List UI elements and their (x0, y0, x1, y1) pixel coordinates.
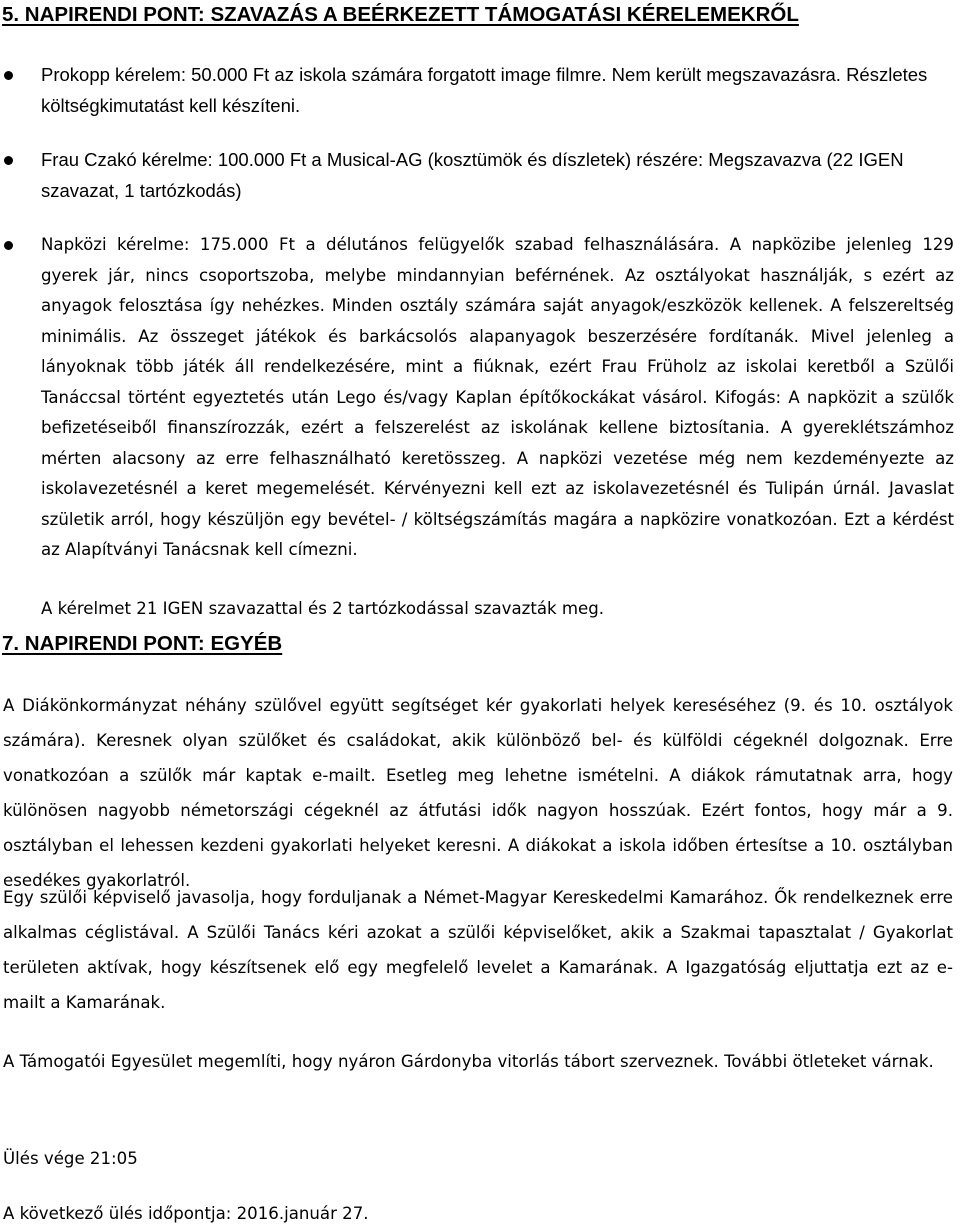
bullet-icon (4, 241, 13, 250)
paragraph-kamara: Egy szülői képviselő javasolja, hogy forduljanak a Német-Magyar Kereskedelmi Kamarához. Ők rendelkeznek erre alkalmas céglistával. A Szülői Tanács kéri azokat a szülői képviselőket, akik a Szakmai tapasztalat / Gyakorlat területen aktívak, hogy készítsenek elő egy megfelelő levelet a Kamarának. A Igazgatóság eljuttatja ezt az e-mailt a Kamarának. (3, 888, 953, 1012)
meeting-end: Ülés vége 21:05 (3, 1149, 138, 1168)
list-item-text: Frau Czakó kérelme: 100.000 Ft a Musical-AG (kosztümök és díszletek) részére: Megszavazva (22 IGEN szavazat, 1 tartózkodás) (41, 149, 904, 201)
paragraph-tamogatoi-egyesulet: A Támogatói Egyesület megemlíti, hogy nyáron Gárdonyba vitorlás tábort szerveznek. További ötleteket várnak. (3, 1052, 934, 1071)
list-item-text: Napközi kérelme: 175.000 Ft a délutános felügyelők szabad felhasználására. A napközibe jelenleg 129 gyerek jár, nincs csoportszoba, melybe mindannyian beférnének. Az osztályokat használják, s ezért az anyagok felosztása így nehézkes. Minden osztály számára saját anyagok/eszközök kellenek. A felszereltség minimális. Az összeget játékok és barkácsolós alapanyagok beszerzésére fordítanák. Mivel jelenleg a lányoknak több játék áll rendelkezésére, mint a fiúknak, ezért Frau Früholz az iskolai keretből a Szülői Tanáccsal történt egyeztetés után Lego és/vagy Kaplan építőkockákat vásárol. Kifogás: A napközit a szülők befizetéseiből finanszírozzák, ezért a felszerelést az iskolának kellene biztosítania. A gyereklétszámhoz mérten alacsony az erre felhasználható keretösszeg. A napközi vezetése még nem kezdeményezte az iskolavezetésnél a keret megemelését. Kérvényezni kell ezt az iskolavezetésnél és Tulipán úrnál. Javaslat születik arról, hogy készüljön egy bevétel- / költségszámítás magára a napközire vonatkozóan. Ezt a kérdést az Alapítványi Tanácsnak kell címezni. (41, 235, 954, 559)
list-item-text: Prokopp kérelem: 50.000 Ft az iskola számára forgatott image filmre. Nem került megszavazásra. Részletes költségkimutatást kell készíteni. (41, 64, 928, 116)
next-meeting: A következő ülés időpontja: 2016.január 27. (3, 1204, 369, 1223)
bullet-icon (4, 71, 13, 80)
bullet-icon (4, 156, 13, 165)
vote-result: A kérelmet 21 IGEN szavazattal és 2 tartózkodással szavazták meg. (41, 599, 605, 618)
section-5-heading: 5. NAPIRENDI PONT: SZAVAZÁS A BEÉRKEZETT TÁMOGATÁSI KÉRELEMEKRŐL (2, 3, 799, 26)
section-7-heading: 7. NAPIRENDI PONT: EGYÉB (2, 632, 283, 655)
paragraph-diakonkormanyzat: A Diákönkormányzat néhány szülővel együtt segítséget kér gyakorlati helyek kereséséhez (9. és 10. osztályok számára). Keresnek olyan szülőket és családokat, akik különböző bel- és külföldi cégeknél dolgoznak. Erre vonatkozóan a szülők már kaptak e-mailt. Esetleg meg lehetne ismételni. A diákok rámutatnak arra, hogy különösen nagyobb németországi cégeknél az átfutási idők nagyon hosszúak. Ezért fontos, hogy már a 9. osztályban el lehessen kezdeni gyakorlati helyeket keresni. A diákokat a iskola időben értesítse a 10. osztályban esedékes gyakorlatról. (3, 696, 953, 890)
